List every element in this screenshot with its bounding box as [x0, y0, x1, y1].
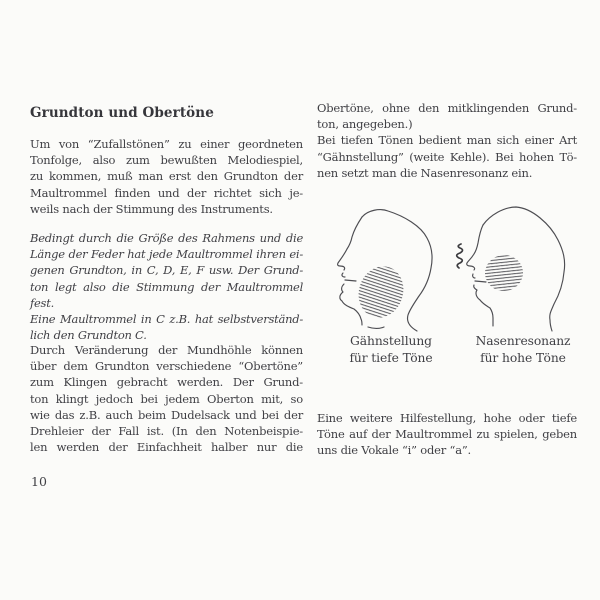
mouth-resonance-hatch — [483, 253, 525, 293]
nasal-airflow-squiggle — [457, 244, 463, 268]
text-line: Obertöne, ohne den mitklingenden Grund- — [317, 101, 577, 115]
text-line: ton, angegeben.) — [317, 117, 413, 132]
text-line: genen Grundton, in C, D, E, F usw. Der Grund- — [30, 263, 303, 278]
paragraph-tuning-italic — [30, 230, 303, 343]
paragraph-vowels — [317, 410, 577, 459]
text-line: Bei tiefen Tönen bedient man sich einer Art — [317, 133, 577, 148]
text-line: nen setzt man die Nasenresonanz ein. — [317, 165, 533, 180]
figure-caption-yawn — [332, 333, 450, 366]
text-line: Um von “Zufallstönen” zu einer geordneten — [30, 137, 303, 151]
text-line: lich den Grundton C. — [30, 328, 147, 343]
text-line: Drehleier der Fall ist. (In den Notenbeispie- — [30, 424, 303, 439]
text-line: ton legt also die Stimmung der Maultrommel fest. — [30, 279, 303, 310]
throat-resonance-hatch — [352, 260, 410, 323]
text-line: wie das z.B. auch beim Dudelsack und bei der — [30, 407, 303, 422]
text-line: len werden der Einfachheit halber nur die — [30, 440, 303, 455]
section-heading: Grundton und Obertöne — [30, 105, 214, 121]
text-line: Eine Maultrommel in C z.B. hat selbstverständ- — [30, 312, 303, 327]
page-number: 10 — [31, 474, 47, 489]
text-line: Bedingt durch die Größe des Rahmens und die — [30, 231, 303, 245]
text-line: Durch Veränderung der Mundhöhle können — [30, 343, 303, 357]
paragraph-intro — [30, 136, 303, 217]
paragraph-overtones — [30, 342, 303, 455]
text-line: uns die Vokale “i” oder “a”. — [317, 443, 472, 458]
head-profile-nasal-figure — [452, 202, 574, 334]
text-line: über dem Grundton verschiedene “Obertöne” — [30, 359, 303, 374]
caption-line: Gähnstellung — [350, 334, 432, 348]
text-line: ton klingt jedoch bei jedem Oberton mit, so — [30, 391, 303, 406]
text-line: “Gähnstellung” (weite Kehle). Bei hohen Tö- — [317, 149, 577, 164]
text-line: Eine weitere Hilfestellung, hohe oder tiefe — [317, 411, 577, 425]
text-line: weils nach der Stimmung des Instruments. — [30, 201, 273, 216]
paragraph-technique — [317, 100, 577, 181]
caption-line: Nasenresonanz — [475, 334, 571, 348]
text-line: Töne auf der Maultrommel zu spielen, geben — [317, 427, 577, 442]
figure-caption-nasal — [460, 333, 586, 366]
text-line: Maultrommel finden und der richtet sich je- — [30, 185, 303, 200]
text-line: Tonfolge, also zum bewußten Melodiespiel, — [30, 153, 303, 168]
caption-line: für hohe Töne — [480, 350, 566, 365]
text-line: zum Klingen gebracht werden. Der Grund- — [30, 375, 303, 390]
caption-line: für tiefe Töne — [349, 350, 433, 365]
head-profile-yawn-figure — [330, 206, 442, 334]
text-line: zu kommen, muß man erst den Grundton der — [30, 169, 303, 184]
text-line: Länge der Feder hat jede Maultrommel ihren ei- — [30, 247, 303, 262]
